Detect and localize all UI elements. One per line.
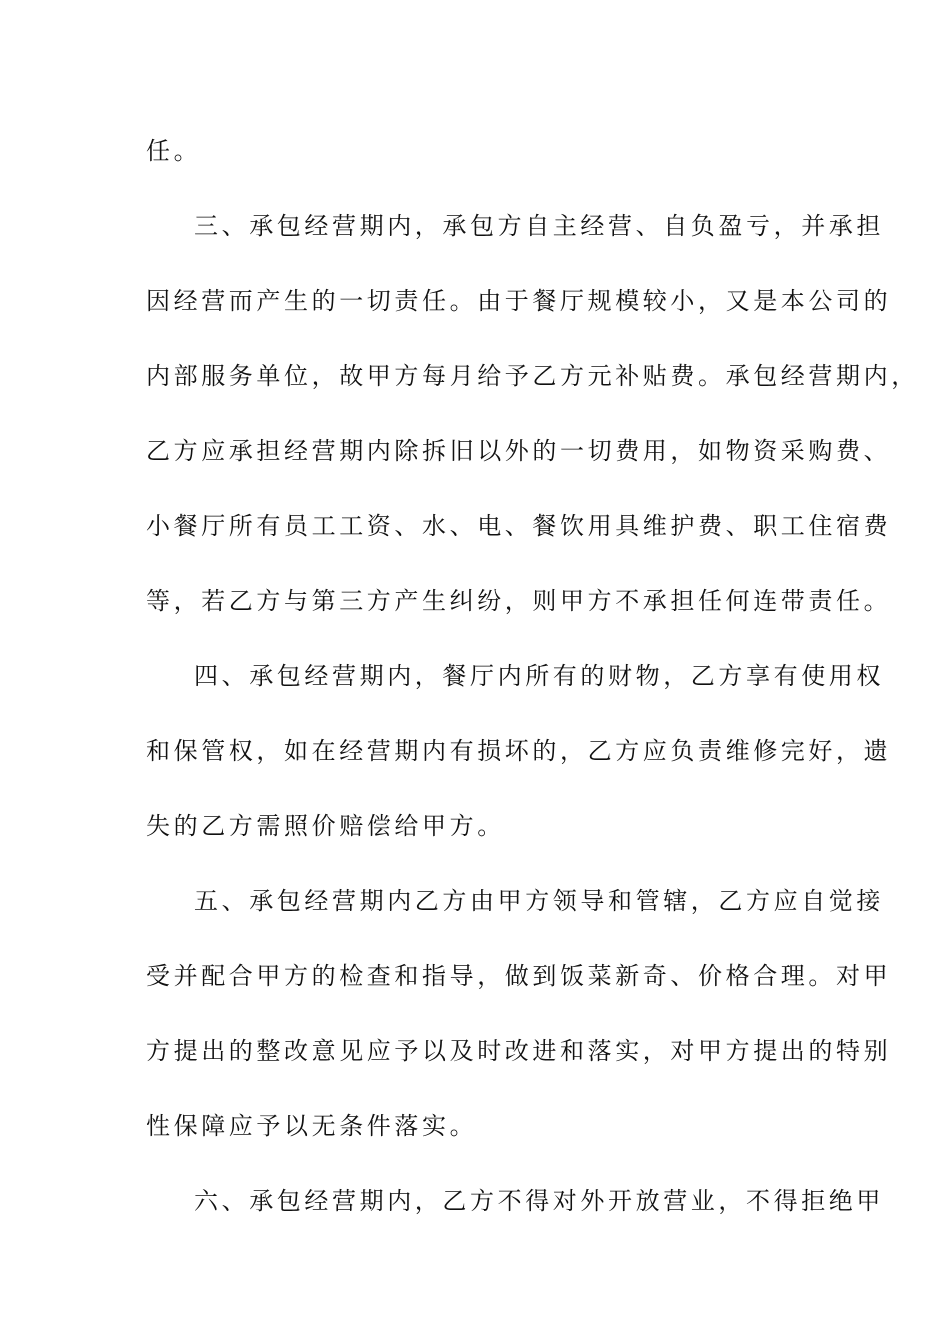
text-line: 内部服务单位，故甲方每月给予乙方元补贴费。承包经营期内， <box>146 362 919 390</box>
text-line: 性保障应予以无条件落实。 <box>146 1112 478 1140</box>
text-line: 六、承包经营期内，乙方不得对外开放营业，不得拒绝甲 <box>194 1187 884 1215</box>
text-line: 因经营而产生的一切责任。由于餐厅规模较小，又是本公司的 <box>146 287 892 315</box>
text-line: 五、承包经营期内乙方由甲方领导和管辖，乙方应自觉接 <box>194 887 884 915</box>
text-line: 四、承包经营期内，餐厅内所有的财物，乙方享有使用权 <box>194 662 884 690</box>
text-line: 受并配合甲方的检查和指导，做到饭菜新奇、价格合理。对甲 <box>146 962 892 990</box>
text-line: 方提出的整改意见应予以及时改进和落实，对甲方提出的特别 <box>146 1037 892 1065</box>
text-line: 三、承包经营期内，承包方自主经营、自负盈亏，并承担 <box>194 212 884 240</box>
text-line: 等，若乙方与第三方产生纠纷，则甲方不承担任何连带责任。 <box>146 587 892 615</box>
text-line: 小餐厅所有员工工资、水、电、餐饮用具维护费、职工住宿费 <box>146 512 892 540</box>
text-line: 失的乙方需照价赔偿给甲方。 <box>146 812 505 840</box>
text-line: 任。 <box>146 137 202 165</box>
text-line: 乙方应承担经营期内除拆旧以外的一切费用，如物资采购费、 <box>146 437 892 465</box>
text-line: 和保管权，如在经营期内有损坏的，乙方应负责维修完好，遗 <box>146 737 892 765</box>
